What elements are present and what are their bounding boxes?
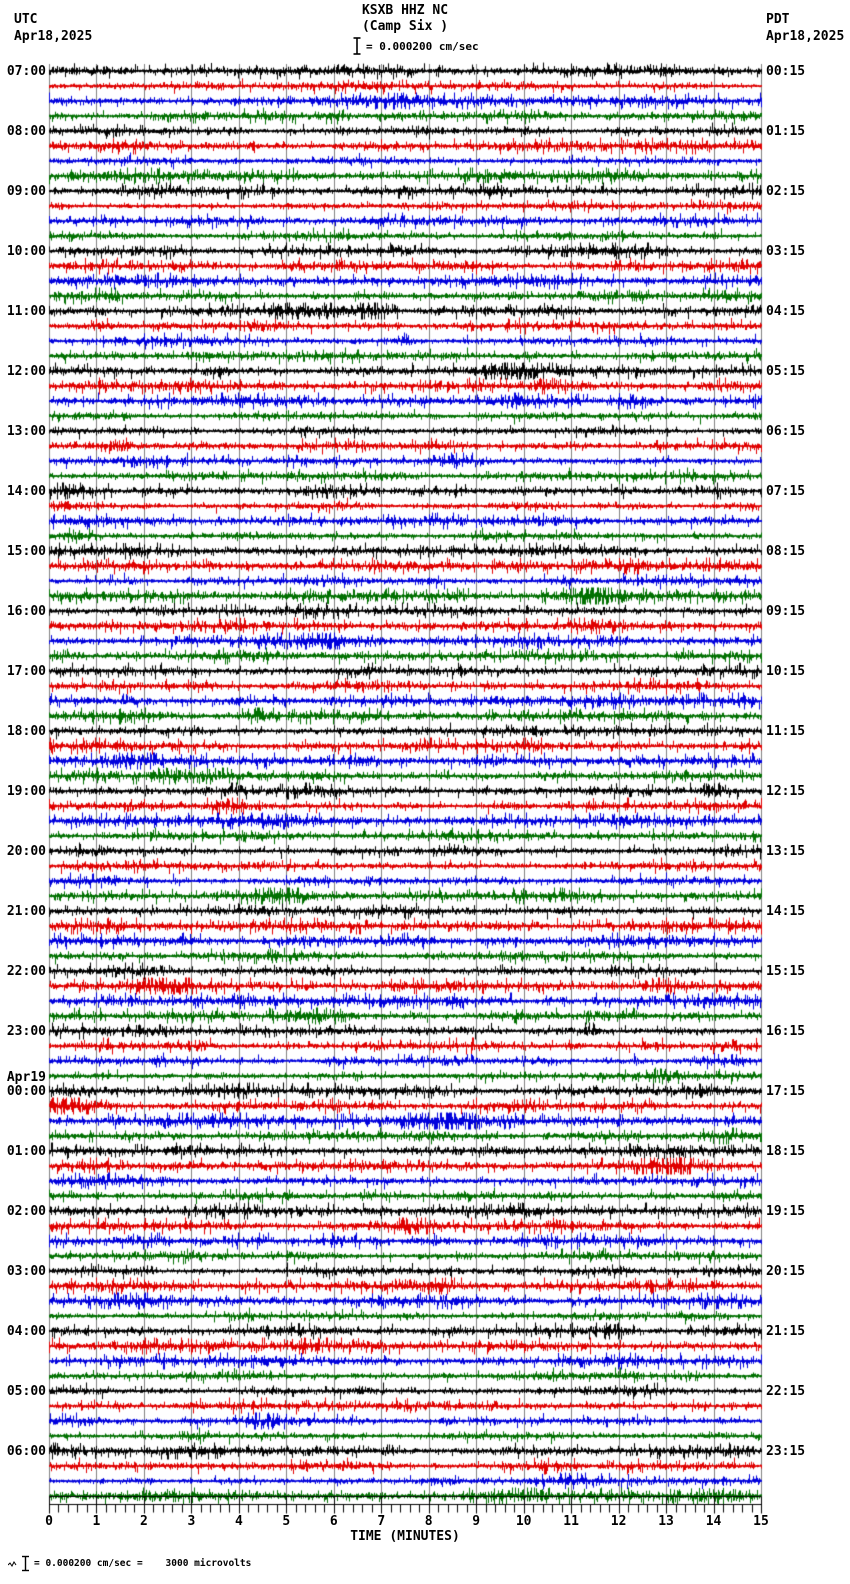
- axis-tick-label: 4: [234, 1514, 243, 1529]
- pdt-hour-label: 16:15: [766, 1024, 806, 1039]
- utc-hour-label: 12:00: [6, 364, 46, 379]
- pdt-hour-label: 08:15: [766, 544, 806, 559]
- axis-tick-label: 2: [140, 1514, 148, 1529]
- mini-trace-glyph-icon: [8, 1559, 17, 1568]
- utc-hour-label: 22:00: [6, 964, 46, 979]
- footer-scale-bar-icon: [21, 1555, 30, 1572]
- utc-hour-label: 10:00: [6, 244, 46, 259]
- utc-hour-label: 07:00: [6, 64, 46, 79]
- pdt-hour-label: 04:15: [766, 304, 806, 319]
- left-date-label: Apr18,2025: [14, 29, 93, 44]
- axis-tick-label: 13: [658, 1514, 674, 1529]
- utc-hour-label: 19:00: [6, 784, 46, 799]
- axis-tick-label: 15: [753, 1514, 769, 1529]
- pdt-hour-label: 21:15: [766, 1324, 806, 1339]
- pdt-hour-label: 19:15: [766, 1204, 806, 1219]
- utc-hour-label: 06:00: [6, 1444, 46, 1459]
- pdt-hour-label: 00:15: [766, 64, 806, 79]
- utc-hour-label: 13:00: [6, 424, 46, 439]
- axis-tick-label: 8: [424, 1514, 433, 1529]
- date-change-label: Apr19: [6, 1070, 46, 1085]
- left-timezone-label: UTC: [14, 12, 38, 27]
- utc-hour-label: 03:00: [6, 1264, 46, 1279]
- utc-hour-label: 23:00: [6, 1024, 46, 1039]
- station-subtitle: (Camp Six ): [361, 19, 449, 34]
- axis-tick-label: 5: [282, 1514, 291, 1529]
- pdt-hour-label: 13:15: [766, 844, 806, 859]
- pdt-hour-label: 03:15: [766, 244, 806, 259]
- pdt-hour-label: 23:15: [766, 1444, 806, 1459]
- right-date-label: Apr18,2025: [766, 29, 845, 44]
- utc-hour-label: 01:00: [6, 1144, 46, 1159]
- pdt-hour-label: 06:15: [766, 424, 806, 439]
- utc-hour-label: 15:00: [6, 544, 46, 559]
- utc-hour-label: 21:00: [6, 904, 46, 919]
- utc-hour-label: 17:00: [6, 664, 46, 679]
- pdt-hour-label: 20:15: [766, 1264, 806, 1279]
- axis-tick-label: 12: [610, 1514, 627, 1529]
- axis-tick-label: 1: [92, 1514, 101, 1529]
- utc-hour-label: 16:00: [6, 604, 46, 619]
- axis-tick-label: 3: [187, 1514, 196, 1529]
- pdt-hour-label: 01:15: [766, 124, 806, 139]
- pdt-hour-label: 07:15: [766, 484, 806, 499]
- pdt-hour-label: 17:15: [766, 1084, 806, 1099]
- pdt-hour-label: 11:15: [766, 724, 806, 739]
- scale-label: = 0.000200 cm/sec: [366, 40, 479, 53]
- pdt-hour-label: 09:15: [766, 604, 806, 619]
- utc-hour-label: 14:00: [6, 484, 46, 499]
- utc-hour-label: 08:00: [6, 124, 46, 139]
- axis-tick-label: 7: [377, 1514, 386, 1529]
- utc-hour-label: 02:00: [6, 1204, 46, 1219]
- scale-bar-icon: [352, 36, 362, 56]
- pdt-hour-label: 15:15: [766, 964, 806, 979]
- utc-hour-label: 04:00: [6, 1324, 46, 1339]
- axis-tick-label: 6: [329, 1514, 338, 1529]
- station-title: KSXB HHZ NC: [361, 3, 449, 18]
- utc-hour-label: 00:00: [6, 1084, 46, 1099]
- utc-hour-label: 18:00: [6, 724, 46, 739]
- axis-title: TIME (MINUTES): [350, 1529, 460, 1544]
- pdt-hour-label: 18:15: [766, 1144, 806, 1159]
- utc-hour-label: 11:00: [6, 304, 46, 319]
- pdt-hour-label: 10:15: [766, 664, 806, 679]
- utc-hour-label: 20:00: [6, 844, 46, 859]
- axis-tick-label: 9: [472, 1514, 481, 1529]
- right-timezone-label: PDT: [766, 12, 790, 27]
- footer-scale-text: = 0.000200 cm/sec = 3000 microvolts: [34, 1558, 252, 1569]
- axis-tick-label: 0: [45, 1514, 53, 1529]
- axis-tick-label: 11: [563, 1514, 579, 1529]
- pdt-hour-label: 05:15: [766, 364, 806, 379]
- axis-tick-label: 14: [705, 1514, 722, 1529]
- axis-tick-label: 10: [515, 1514, 532, 1529]
- pdt-hour-label: 14:15: [766, 904, 806, 919]
- pdt-hour-label: 02:15: [766, 184, 806, 199]
- pdt-hour-label: 22:15: [766, 1384, 806, 1399]
- pdt-hour-label: 12:15: [766, 784, 806, 799]
- utc-hour-label: 09:00: [6, 184, 46, 199]
- utc-hour-label: 05:00: [6, 1384, 46, 1399]
- footer-scale-note: [8, 1555, 251, 1572]
